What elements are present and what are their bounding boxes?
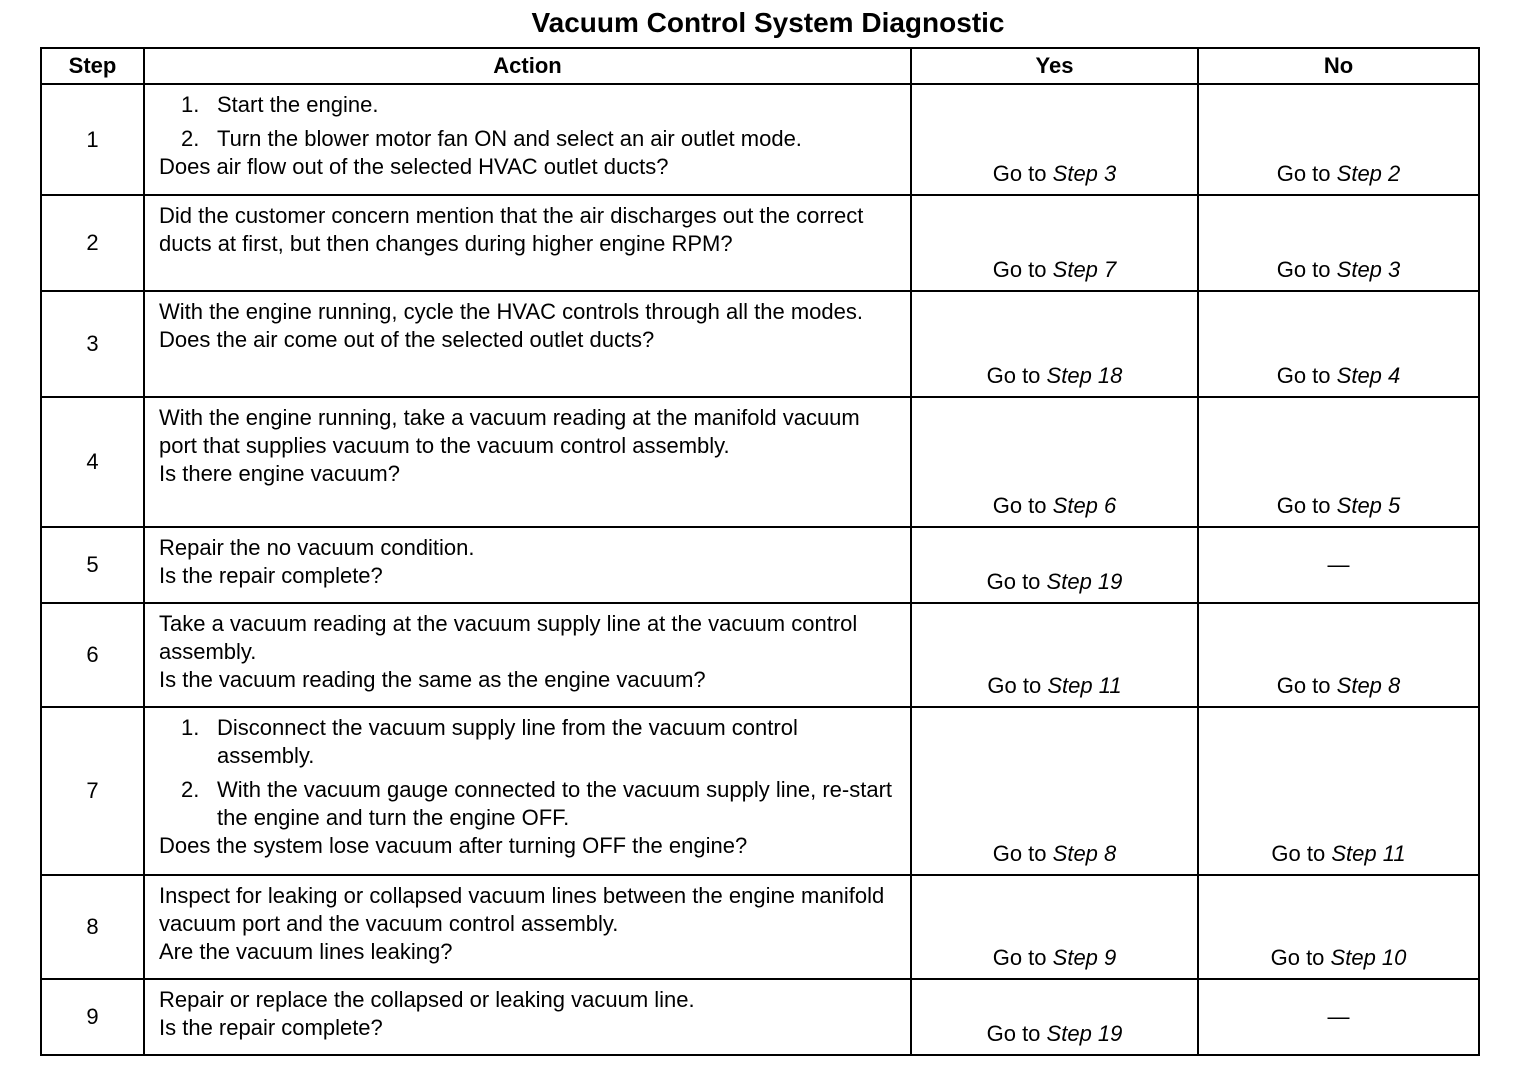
no-dash: — [1327, 1004, 1350, 1029]
step-number: 7 [41, 707, 144, 875]
yes-target: Step 19 [1046, 1021, 1123, 1046]
yes-cell [911, 84, 1198, 195]
no-cell [1198, 397, 1479, 527]
goto-prefix: Go to [992, 493, 1047, 518]
action-cell [144, 527, 911, 603]
action-cell [144, 84, 911, 195]
action-item [159, 125, 900, 153]
yes-cell [911, 875, 1198, 979]
no-target: Step 8 [1336, 673, 1401, 698]
no-cell [1198, 291, 1479, 397]
goto-prefix: Go to [992, 161, 1047, 186]
action-question: Does the air come out of the selected outlet ducts? [159, 327, 655, 352]
goto-prefix: Go to [1276, 363, 1331, 388]
table-row [41, 84, 1479, 195]
table-row [41, 195, 1479, 291]
action-cell [144, 979, 911, 1055]
table-row [41, 979, 1479, 1055]
no-target: Step 2 [1336, 161, 1401, 186]
table-row [41, 397, 1479, 527]
no-dash: — [1327, 552, 1350, 577]
yes-target: Step 11 [1047, 673, 1122, 698]
action-text: Repair the no vacuum condition. [159, 535, 475, 560]
table-row [41, 707, 1479, 875]
step-number: 6 [41, 603, 144, 707]
item-text: Start the engine. [217, 92, 379, 117]
goto-prefix: Go to [1276, 161, 1331, 186]
action-question: Is the vacuum reading the same as the engine vacuum? [159, 667, 706, 692]
goto-prefix: Go to [992, 945, 1047, 970]
yes-target: Step 19 [1046, 569, 1123, 594]
action-item [159, 714, 900, 770]
goto-prefix: Go to [986, 363, 1041, 388]
yes-cell [911, 603, 1198, 707]
header-action: Action [144, 48, 911, 84]
item-text: Disconnect the vacuum supply line from the vacuum control assembly. [217, 715, 798, 768]
item-text: Turn the blower motor fan ON and select an air outlet mode. [217, 126, 802, 151]
step-number: 1 [41, 84, 144, 195]
step-number: 9 [41, 979, 144, 1055]
no-cell [1198, 195, 1479, 291]
action-text: Inspect for leaking or collapsed vacuum lines between the engine manifold vacuum port and the vacuum control assembly. [159, 883, 885, 936]
no-cell [1198, 979, 1479, 1055]
header-step: Step [41, 48, 144, 84]
yes-cell [911, 195, 1198, 291]
no-target: Step 3 [1336, 257, 1401, 282]
action-cell [144, 195, 911, 291]
yes-cell [911, 707, 1198, 875]
no-cell [1198, 527, 1479, 603]
no-cell [1198, 84, 1479, 195]
action-item [159, 776, 900, 832]
table-row [41, 291, 1479, 397]
action-text: With the engine running, take a vacuum reading at the manifold vacuum port that supplies vacuum to the vacuum control assembly. [159, 405, 860, 458]
action-question: Is there engine vacuum? [159, 461, 400, 486]
action-question: Does the system lose vacuum after turning OFF the engine? [159, 833, 748, 858]
goto-prefix: Go to [1270, 945, 1325, 970]
yes-cell [911, 527, 1198, 603]
item-number: 1. [181, 92, 200, 117]
diagnostic-table [40, 47, 1480, 1056]
step-number: 5 [41, 527, 144, 603]
header-row [41, 48, 1479, 84]
no-target: Step 4 [1336, 363, 1401, 388]
action-text: Take a vacuum reading at the vacuum supply line at the vacuum control assembly. [159, 611, 858, 664]
table-row [41, 527, 1479, 603]
goto-prefix: Go to [992, 841, 1047, 866]
item-number: 1. [181, 715, 200, 740]
table-row [41, 603, 1479, 707]
goto-prefix: Go to [992, 257, 1047, 282]
goto-prefix: Go to [986, 1021, 1041, 1046]
goto-prefix: Go to [987, 673, 1042, 698]
yes-cell [911, 979, 1198, 1055]
no-target: Step 11 [1331, 841, 1406, 866]
header-no: No [1198, 48, 1479, 84]
yes-cell [911, 291, 1198, 397]
item-number: 2. [181, 126, 200, 151]
no-cell [1198, 707, 1479, 875]
page-title: Vacuum Control System Diagnostic [531, 7, 1005, 38]
action-question: Is the repair complete? [159, 563, 383, 588]
goto-prefix: Go to [1276, 493, 1331, 518]
no-cell [1198, 603, 1479, 707]
action-text: With the engine running, cycle the HVAC controls through all the modes. [159, 299, 863, 324]
goto-prefix: Go to [1271, 841, 1326, 866]
action-text: Repair or replace the collapsed or leaking vacuum line. [159, 987, 695, 1012]
action-cell [144, 707, 911, 875]
action-question: Are the vacuum lines leaking? [159, 939, 453, 964]
header-yes: Yes [911, 48, 1198, 84]
step-number: 4 [41, 397, 144, 527]
action-question: Is the repair complete? [159, 1015, 383, 1040]
step-number: 2 [41, 195, 144, 291]
action-item [159, 91, 900, 119]
no-cell [1198, 875, 1479, 979]
yes-target: Step 6 [1052, 493, 1117, 518]
action-question: Does air flow out of the selected HVAC outlet ducts? [159, 154, 669, 179]
item-text: With the vacuum gauge connected to the vacuum supply line, re-start the engine and turn the engine OFF. [217, 777, 893, 830]
yes-target: Step 7 [1052, 257, 1117, 282]
action-text: Did the customer concern mention that the air discharges out the correct ducts at first, but then changes during higher engine RPM? [159, 203, 864, 256]
item-number: 2. [181, 777, 200, 802]
action-cell [144, 397, 911, 527]
yes-target: Step 8 [1052, 841, 1117, 866]
goto-prefix: Go to [1276, 257, 1331, 282]
yes-target: Step 18 [1046, 363, 1123, 388]
no-target: Step 5 [1336, 493, 1401, 518]
yes-target: Step 9 [1052, 945, 1117, 970]
yes-target: Step 3 [1052, 161, 1117, 186]
no-target: Step 10 [1330, 945, 1407, 970]
table-row [41, 875, 1479, 979]
yes-cell [911, 397, 1198, 527]
step-number: 8 [41, 875, 144, 979]
goto-prefix: Go to [986, 569, 1041, 594]
action-cell [144, 603, 911, 707]
action-cell [144, 875, 911, 979]
step-number: 3 [41, 291, 144, 397]
action-cell [144, 291, 911, 397]
goto-prefix: Go to [1276, 673, 1331, 698]
